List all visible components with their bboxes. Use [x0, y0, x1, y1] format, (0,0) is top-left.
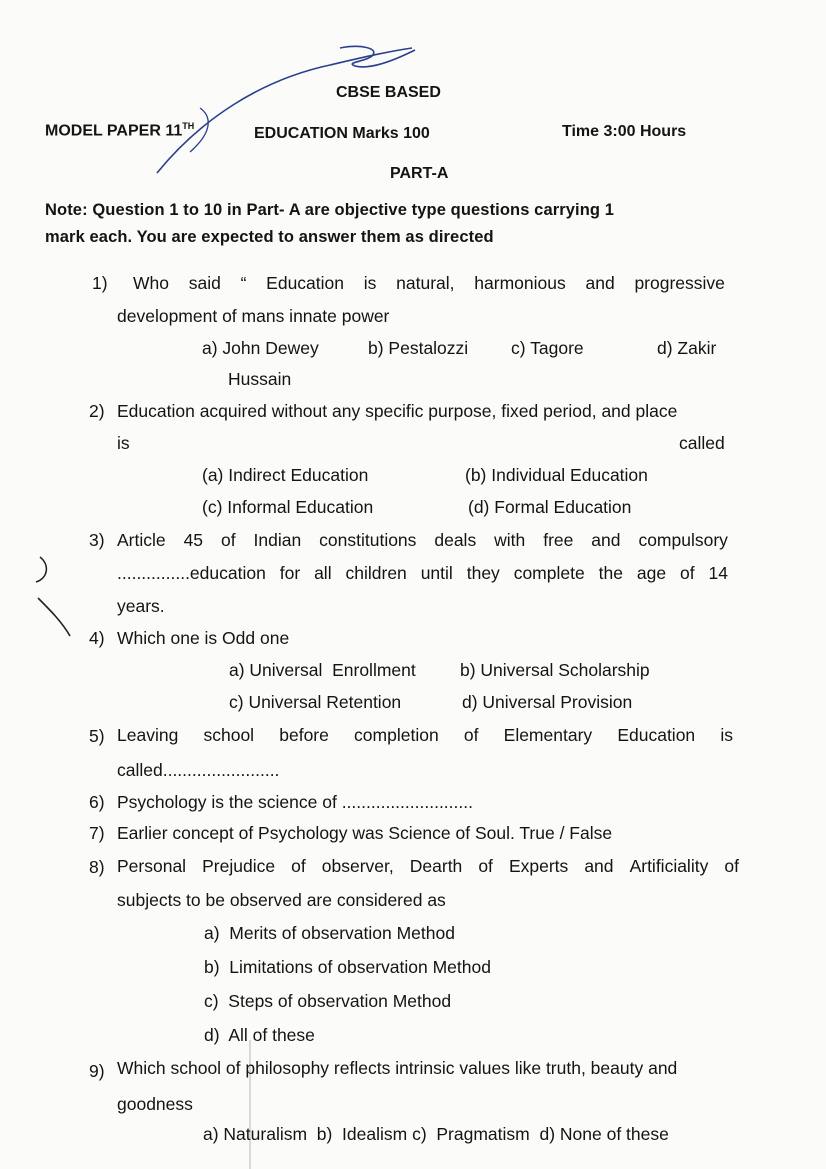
q5-line-2: called........................ — [117, 760, 280, 780]
q1-option-a: a) John Dewey — [202, 338, 319, 358]
q5-word: Elementary — [503, 725, 593, 745]
q3-word: 45 — [183, 530, 204, 550]
q5-word: completion — [354, 725, 439, 745]
q1-word: “ — [240, 273, 247, 293]
q9-line-2: goodness — [117, 1094, 193, 1114]
q5-number: 5) — [89, 726, 105, 746]
q3-word: complete — [513, 563, 585, 583]
q2-option-a: (a) Indirect Education — [202, 465, 369, 485]
q3-word: and — [591, 530, 621, 550]
q1-option-d: d) Zakir — [657, 338, 717, 358]
q8-word: of — [478, 856, 493, 876]
q3-number: 3) — [89, 530, 105, 550]
q7-number: 7) — [89, 823, 105, 843]
q4-line-1: Which one is Odd one — [117, 628, 290, 648]
q5-line-1 — [117, 725, 733, 746]
q3-word: constitutions — [319, 530, 417, 550]
q2-option-d: (d) Formal Education — [468, 497, 632, 517]
paper-title — [45, 121, 194, 140]
q8-option-a: a) Merits of observation Method — [204, 923, 455, 943]
q8-word: Prejudice — [202, 856, 276, 876]
q1-word: harmonious — [474, 273, 566, 293]
q3-word: with — [494, 530, 526, 550]
q8-word: of — [724, 856, 739, 876]
q3-word: Indian — [253, 530, 302, 550]
q3-word: the — [598, 563, 623, 583]
q3-word: all — [314, 563, 332, 583]
q1-line-2: development of mans innate power — [117, 306, 390, 326]
q3-word: children — [345, 563, 407, 583]
q2-option-b: (b) Individual Education — [465, 465, 648, 485]
q8-word: observer, — [321, 856, 394, 876]
q9-line-1: Which school of philosophy reflects intrinsic values like truth, beauty and — [117, 1058, 678, 1078]
part-heading: PART-A — [390, 165, 449, 182]
q3-word: of — [679, 563, 695, 583]
q5-word: Leaving — [117, 725, 179, 745]
q4-option-d: d) Universal Provision — [462, 692, 633, 712]
paper-sup: TH — [182, 121, 195, 131]
q3-word: ...............education — [117, 563, 266, 583]
q3-word: deals — [434, 530, 477, 550]
subject-marks: EDUCATION Marks 100 — [254, 125, 430, 142]
q8-word: and — [584, 856, 614, 876]
q1-option-c: c) Tagore — [511, 338, 584, 358]
note-line-2: mark each. You are expected to answer them as directed — [45, 228, 494, 246]
q5-word: school — [203, 725, 255, 745]
q5-word: is — [720, 725, 733, 745]
q3-word: free — [543, 530, 574, 550]
q2-line-2-right: called — [679, 433, 725, 453]
q1-word: said — [188, 273, 221, 293]
q3-line-3: years. — [117, 596, 165, 616]
q1-word: Education — [266, 273, 345, 293]
q4-option-b: b) Universal Scholarship — [460, 660, 650, 680]
q2-line-1: Education acquired without any specific purpose, fixed period, and place — [117, 401, 678, 421]
q4-option-c: c) Universal Retention — [229, 692, 402, 712]
q6-line-1: Psychology is the science of ........................... — [117, 792, 473, 812]
q2-option-c: (c) Informal Education — [202, 497, 374, 517]
q3-word: until — [420, 563, 453, 583]
q1-line-1 — [133, 273, 725, 294]
q8-option-c: c) Steps of observation Method — [204, 991, 452, 1011]
q3-word: Article — [117, 530, 166, 550]
q8-number: 8) — [89, 857, 105, 877]
q8-line-2: subjects to be observed are considered as — [117, 890, 446, 910]
time-allowed: Time 3:00 Hours — [562, 123, 687, 140]
q3-word: for — [279, 563, 301, 583]
q8-word: of — [291, 856, 306, 876]
q8-word: Dearth — [409, 856, 463, 876]
q3-word: they — [466, 563, 500, 583]
q3-word: of — [220, 530, 236, 550]
q1-word: natural, — [396, 273, 455, 293]
q3-word: 14 — [708, 563, 728, 583]
q5-word: of — [463, 725, 479, 745]
q8-option-d: d) All of these — [204, 1025, 315, 1045]
q3-line-1 — [117, 530, 728, 551]
q9-number: 9) — [89, 1061, 105, 1081]
q1-word: progressive — [634, 273, 725, 293]
q1-word: Who — [133, 273, 169, 293]
q8-word: Personal — [117, 856, 187, 876]
q8-line-1 — [117, 856, 739, 877]
q1-option-d-cont: Hussain — [228, 369, 292, 389]
q5-word: Education — [617, 725, 696, 745]
q2-line-2-left: is — [117, 433, 130, 453]
q4-option-a: a) Universal Enrollment — [229, 660, 416, 680]
q9-options: a) Naturalism b) Idealism c) Pragmatism d) None of these — [203, 1124, 669, 1144]
q8-word: Experts — [508, 856, 569, 876]
q8-word: Artificiality — [629, 856, 709, 876]
q3-word: age — [636, 563, 667, 583]
q1-number: 1) — [92, 273, 108, 293]
q1-option-b: b) Pestalozzi — [368, 338, 469, 358]
q3-line-2 — [117, 563, 728, 584]
q1-word: and — [585, 273, 615, 293]
board-title: CBSE BASED — [336, 84, 441, 101]
q2-number: 2) — [89, 401, 105, 421]
q6-number: 6) — [89, 792, 105, 812]
q5-word: before — [279, 725, 329, 745]
q1-word: is — [363, 273, 377, 293]
q7-line-1: Earlier concept of Psychology was Science of Soul. True / False — [117, 823, 613, 843]
paper-name: MODEL PAPER 11 — [45, 122, 183, 140]
q4-number: 4) — [89, 628, 105, 648]
q8-option-b: b) Limitations of observation Method — [204, 957, 491, 977]
q3-word: compulsory — [638, 530, 728, 550]
note-line-1: Note: Question 1 to 10 in Part- A are objective type questions carrying 1 — [45, 201, 615, 219]
